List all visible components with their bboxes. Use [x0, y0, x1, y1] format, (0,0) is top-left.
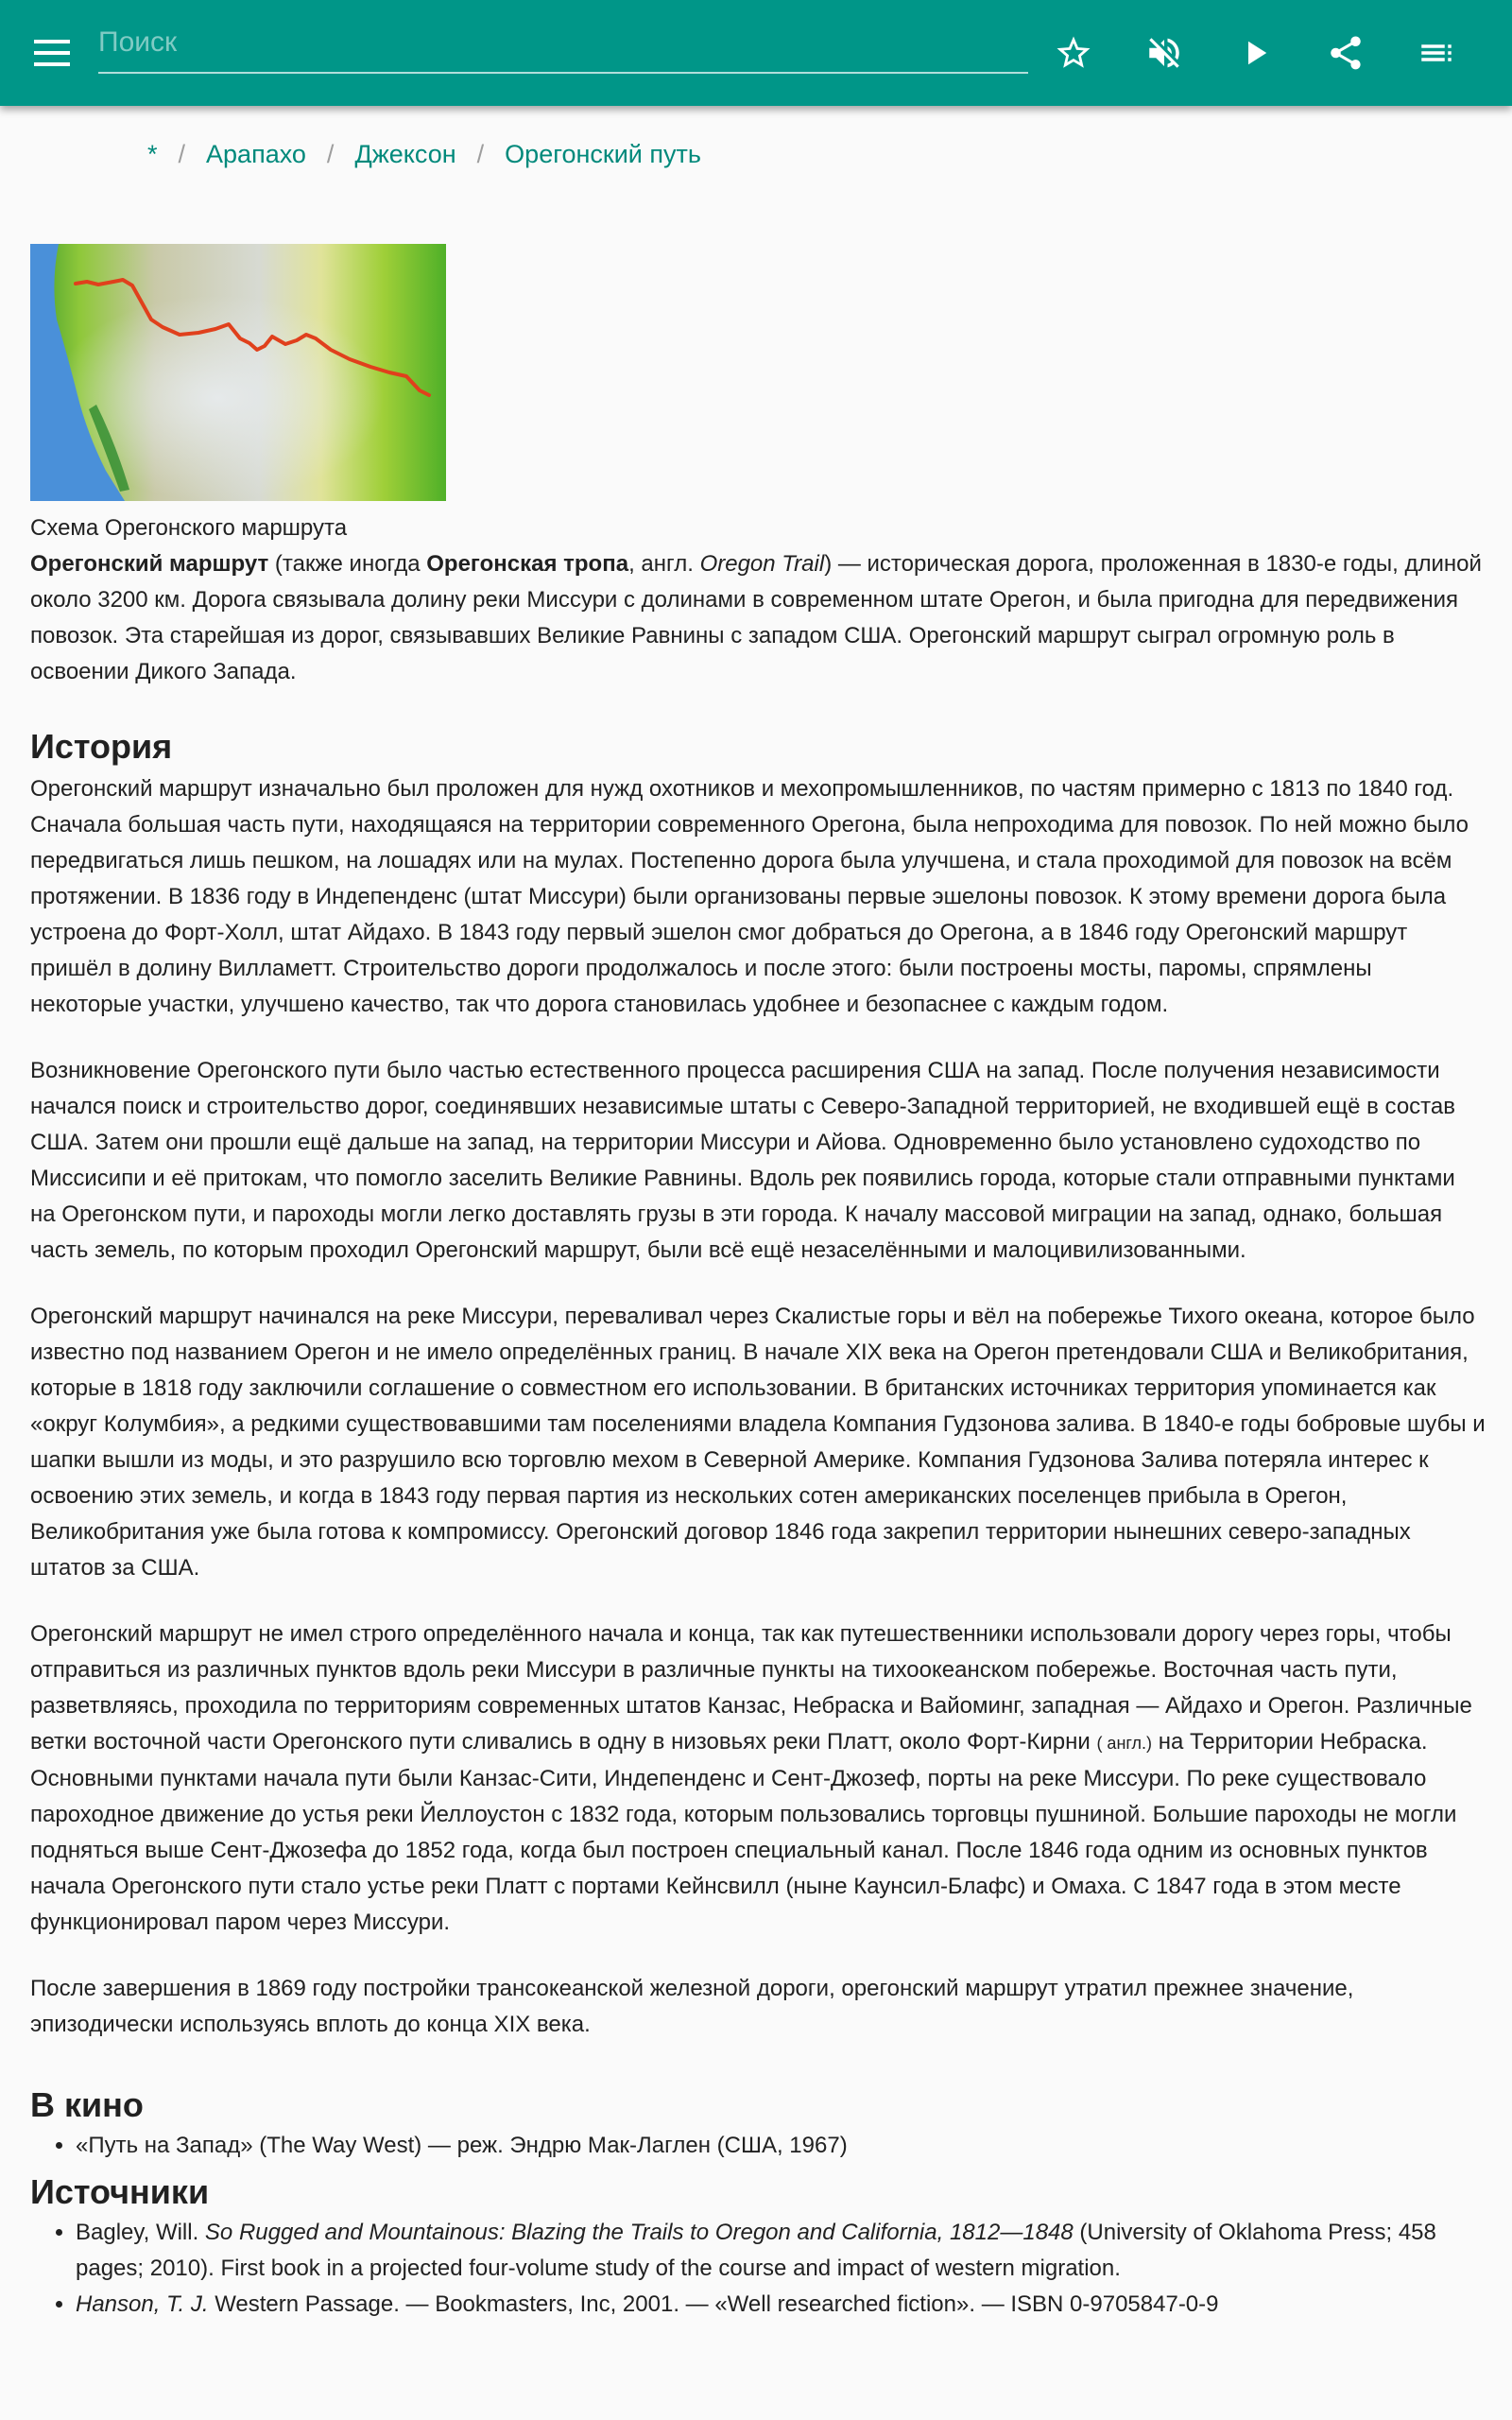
search-input[interactable]	[98, 23, 1028, 74]
history-paragraph	[30, 1616, 1486, 1941]
breadcrumb-separator: /	[326, 140, 335, 168]
search-field	[98, 23, 1028, 78]
app-bar	[0, 0, 1512, 106]
intro-text: ) — историческая дорога, проложенная в 1830-е годы, длиной около 3200 км. Дорога связывала долину реки Миссури с долинами в современном штате Орегон, и была пригодна для передвижения повозок. Эта старейшая из дорог, связывавших Великие Равнины с западом США. Орегонский маршрут сыграл огромную роль в освоении Дикого Запада.	[30, 551, 1482, 684]
source-author: Bagley, Will.	[76, 2220, 205, 2245]
breadcrumb-item-jackson[interactable]: Джексон	[354, 140, 456, 168]
sound-toggle-button[interactable]	[1136, 25, 1193, 81]
source-list-item	[76, 2215, 1486, 2287]
source-details: Western Passage. — Bookmasters, Inc, 2001. — «Well researched fiction». — ISBN 0-9705847-0-9	[208, 2291, 1219, 2317]
figure-caption: Схема Орегонского маршрута	[30, 515, 348, 541]
intro-paragraph	[30, 546, 1486, 690]
source-details: (University of Oklahoma Press; 458 pages; 2010). First book in a projected four-volume study of the course and impact of western migration.	[76, 2220, 1436, 2281]
source-list-item	[76, 2287, 1486, 2323]
play-icon	[1235, 33, 1275, 73]
menu-button[interactable]	[28, 34, 76, 72]
source-title: So Rugged and Mountainous: Blazing the Trails to Oregon and California, 1812—1848	[204, 2220, 1074, 2245]
volume-off-icon	[1144, 33, 1184, 73]
film-list	[30, 2128, 1486, 2164]
history-paragraph: После завершения в 1869 году постройки трансокеанской железной дороги, орегонский маршрут утратил прежнее значение, эпизодически используясь вплоть до конца XIX века.	[30, 1976, 1354, 2037]
section-heading-sources: Источники	[30, 2172, 210, 2211]
intro-text: (также иногда	[268, 551, 427, 577]
menu-icon-bar	[34, 62, 70, 66]
breadcrumb	[147, 140, 701, 169]
history-paragraph: Орегонский маршрут начинался на реке Миссури, переваливал через Скалистые горы и вёл на побережье Тихого океана, которое было известно под названием Орегон и не имело определённых границ. В начале XIX века на Орегон претендовали США и Великобритания, которые в 1818 году заключили соглашение о совместном его использовании. В британских источниках территория упоминается как «округ Колумбия», а редкими существовавшими там поселениями владела Компания Гудзонова залива. В 1840-е годы бобровые шубы и шапки вышли из моды, и это разрушило всю торговлю мехом в Северной Америке. Компания Гудзонова Залива потеряла интерес к освоению этих земель, и когда в 1843 году первая партия из нескольких сотен американских поселенцев прибыла в Орегон, Великобритания уже была готова к компромиссу. Орегонский договор 1846 года закрепил территории нынешних северо-западных штатов за США.	[30, 1304, 1486, 1581]
toc-icon	[1417, 33, 1456, 73]
source-author: Hanson, T. J.	[76, 2291, 209, 2317]
menu-icon-bar	[34, 51, 70, 55]
breadcrumb-item-arapaho[interactable]: Арапахо	[206, 140, 306, 168]
table-of-contents-button[interactable]	[1408, 25, 1465, 81]
star-icon	[1054, 33, 1093, 73]
english-term: Oregon Trail	[699, 551, 825, 577]
intro-text: , англ.	[628, 551, 700, 577]
term-bold: Орегонская тропа	[426, 551, 629, 577]
history-paragraph: Возникновение Орегонского пути было частью естественного процесса расширения США на запад. После получения независимости начался поиск и строительство дорог, соединявших независимые штаты с Северо-Западной территорией, не входившей ещё в состав США. Затем они прошли ещё дальше на запад, на территории Миссури и Айова. Одновременно было установлено судоходство по Миссисипи и её притокам, что помогло заселить Великие Равнины. Вдоль рек появились города, которые стали отправными пунктами на Орегонском пути, и пароходы могли легко доставлять грузы в эти города. К началу массовой миграции на запад, однако, большая часть земель, по которым проходил Орегонский маршрут, были всё ещё незаселёнными и малоцивилизованными.	[30, 1058, 1455, 1263]
bookmark-button[interactable]	[1045, 25, 1102, 81]
breadcrumb-separator: /	[476, 140, 485, 168]
play-button[interactable]	[1227, 25, 1283, 81]
history-paragraph: Орегонский маршрут изначально был проложен для нужд охотников и мехопромышленников, по частям примерно с 1813 по 1840 год. Сначала большая часть пути, находящаяся на территории современного Орегона, была непроходима для повозок. По ней можно было передвигаться лишь пешком, на лошадях или на мулах. Постепенно дорога была улучшена, и стала проходимой для повозок на всём протяжении. В 1836 году в Индепенденс (штат Миссури) были организованы первые эшелоны повозок. К этому времени дорога была устроена до Форт-Холл, штат Айдахо. В 1843 году первый эшелон смог добраться до Орегона, а в 1846 году Орегонский маршрут пришёл в долину Вилламетт. Строительство дороги продолжалось и после этого: были построены мосты, паромы, спрямлены некоторые участки, улучшено качество, так что дорога становилась удобнее и безопаснее с каждым годом.	[30, 776, 1469, 1017]
breadcrumb-item-current[interactable]: Орегонский путь	[505, 140, 701, 168]
paragraph-text: Орегонский маршрут не имел строго определённого начала и конца, так как путешественники использовали дорогу через горы, чтобы отправиться из различных пунктов вдоль реки Миссури в различные пункты на тихоокеанском побережье. Восточная часть пути, разветвляясь, проходила по территориям современных штатов Канзас, Небраска и Вайоминг, западная — Айдахо и Орегон. Различные ветки восточной части Орегонского пути сливались в одну в низовьях реки Платт, около Форт-Кирни	[30, 1621, 1472, 1754]
english-link[interactable]: ( англ.)	[1096, 1734, 1153, 1753]
share-button[interactable]	[1317, 25, 1374, 81]
breadcrumb-item-root[interactable]: *	[147, 140, 158, 168]
sources-list	[30, 2215, 1486, 2323]
oregon-trail-map-image[interactable]	[30, 244, 446, 501]
section-heading-history: История	[30, 727, 173, 766]
term-bold: Орегонский маршрут	[30, 551, 269, 577]
article	[30, 244, 1486, 2323]
film-list-item: • «Путь на Запад» (The Way West) — реж. Эндрю Мак-Лаглен (США, 1967)	[76, 2128, 1486, 2164]
breadcrumb-separator: /	[178, 140, 186, 168]
menu-icon-bar	[34, 40, 70, 43]
section-heading-film: В кино	[30, 2085, 144, 2124]
share-icon	[1326, 33, 1366, 73]
paragraph-text: на Территории Небраска. Основными пунктами начала пути были Канзас-Сити, Индепенденс и Сент-Джозеф, порты на реке Миссури. По реке существовало пароходное движение до устья реки Йеллоустон с 1832 года, которым пользовались торговцы пушниной. Большие пароходы не могли подняться выше Сент-Джозефа до 1852 года, когда был построен специальный канал. После 1846 года одним из основных пунктов начала Орегонского пути стало устье реки Платт с портами Кейнсвилл (ныне Каунсил-Блафс) и Омаха. С 1847 года в этом месте функционировал паром через Миссури.	[30, 1729, 1457, 1935]
article-figure	[30, 244, 1486, 543]
